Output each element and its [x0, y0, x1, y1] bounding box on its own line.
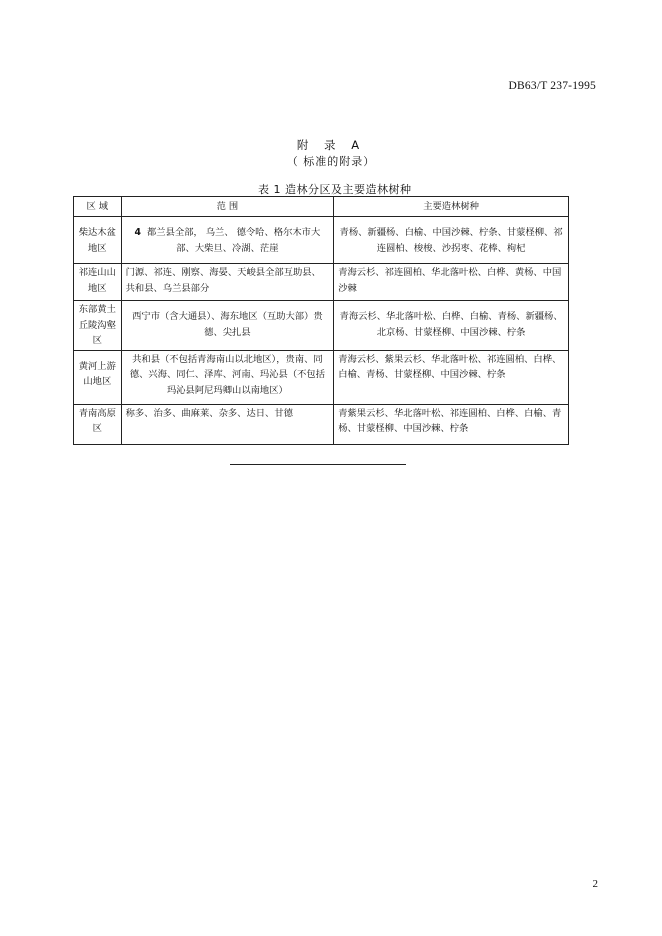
table-row — [74, 350, 569, 404]
scope-cell: 门源、祁连、刚察、海晏、天峻县全部互助县、共和县、乌兰县部分 — [121, 264, 334, 301]
species-cell: 青紫果云杉、华北落叶松、祁连圆柏、白桦、白榆、青杨、甘蒙柽柳、中国沙棘、柠条 — [334, 404, 569, 444]
table-caption: 表 1 造林分区及主要造林树种 — [258, 183, 412, 196]
table-header-row — [74, 197, 569, 217]
region-cell: 祁连山山地区 — [74, 264, 122, 301]
scope-text: 都兰县全部， 乌兰、 德令哈、格尔木市大部、大柴旦、冷湖、茫崖 — [147, 227, 321, 254]
table-row — [74, 404, 569, 444]
species-cell: 青海云杉、华北落叶松、白桦、白榆、青杨、新疆杨、北京杨、甘蒙柽柳、中国沙棘、柠条 — [334, 301, 569, 351]
appendix-title: 附 录 A — [296, 138, 366, 152]
region-cell: 柴达木盆地区 — [74, 217, 122, 264]
scope-cell: 共和县（不包括青海南山以北地区），贵南、同德、兴海、同仁、泽库、河南、玛沁县（不包括玛沁县阿尼玛卿山以南地区） — [121, 350, 334, 404]
page-number: 2 — [592, 878, 598, 890]
appendix-subtitle: （ 标准的附录） — [286, 155, 376, 168]
scope-cell: 称多、治多、曲麻莱、杂多、达日、甘德 — [121, 404, 334, 444]
region-cell: 青南高原区 — [74, 404, 122, 444]
standard-code: DB63/T 237-1995 — [508, 80, 596, 92]
end-rule — [230, 464, 406, 465]
table-row — [74, 217, 569, 264]
scope-cell — [121, 217, 334, 264]
table-row — [74, 301, 569, 351]
scope-cell: 西宁市（含大通县）、海东地区（互助大部）贵德、尖扎县 — [121, 301, 334, 351]
table-row — [74, 264, 569, 301]
scope-number: 4 — [134, 227, 141, 238]
region-cell: 黄河上游山地区 — [74, 350, 122, 404]
afforestation-zone-table — [73, 196, 569, 445]
region-cell: 东部黄土丘陵沟壑区 — [74, 301, 122, 351]
header-scope: 范 围 — [121, 197, 334, 217]
header-region: 区 域 — [74, 197, 122, 217]
species-cell: 青杨、新疆杨、白榆、中国沙棘、柠条、甘蒙柽柳、祁连圆柏、梭梭、沙拐枣、花棒、枸杞 — [334, 217, 569, 264]
species-cell: 青海云杉、紫果云杉、华北落叶松、祁连圆柏、白桦、白榆、青杨、甘蒙柽柳、中国沙棘、柠条 — [334, 350, 569, 404]
header-species: 主要造林树种 — [334, 197, 569, 217]
species-cell: 青海云杉、祁连圆柏、华北落叶松、白桦、黄杨、中国沙棘 — [334, 264, 569, 301]
